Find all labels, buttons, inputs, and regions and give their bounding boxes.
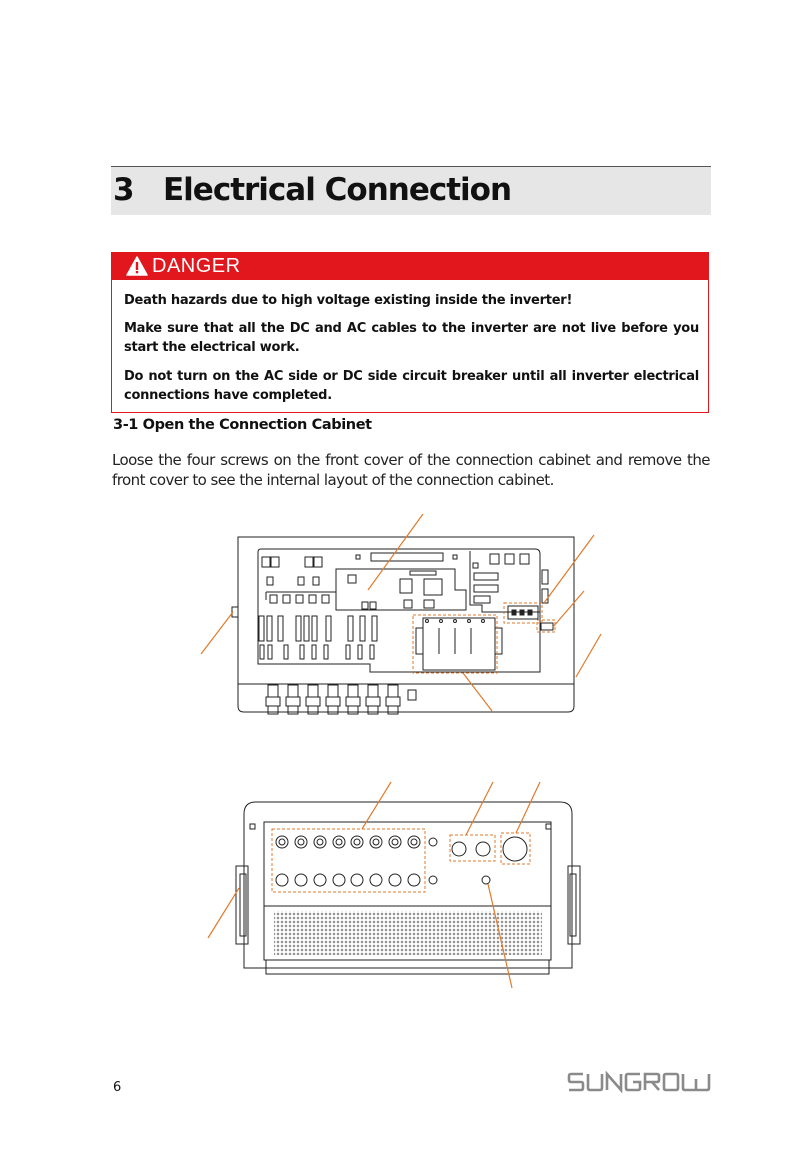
sungrow-logo bbox=[567, 1071, 711, 1093]
page-number: 6 bbox=[113, 1080, 122, 1095]
chapter-number: 3 bbox=[113, 172, 135, 208]
danger-label: DANGER bbox=[152, 255, 241, 277]
warning-triangle-icon bbox=[126, 256, 148, 276]
danger-line-2: Make sure that all the DC and AC cables to the inverter are not live before you start the electrical work. bbox=[124, 321, 699, 355]
danger-line-1: Death hazards due to high voltage existing inside the inverter! bbox=[124, 293, 573, 308]
danger-notice bbox=[111, 252, 709, 413]
chapter-title: Electrical Connection bbox=[163, 172, 512, 208]
section-body: Loose the four screws on the front cover of the connection cabinet and remove the front cover to see the internal layout of the connection cabinet. bbox=[112, 451, 710, 489]
danger-header bbox=[112, 253, 708, 280]
section-title: 3-1 Open the Connection Cabinet bbox=[113, 417, 372, 433]
danger-line-3: Do not turn on the AC side or DC side circuit breaker until all inverter electrical connections have completed. bbox=[124, 369, 699, 403]
